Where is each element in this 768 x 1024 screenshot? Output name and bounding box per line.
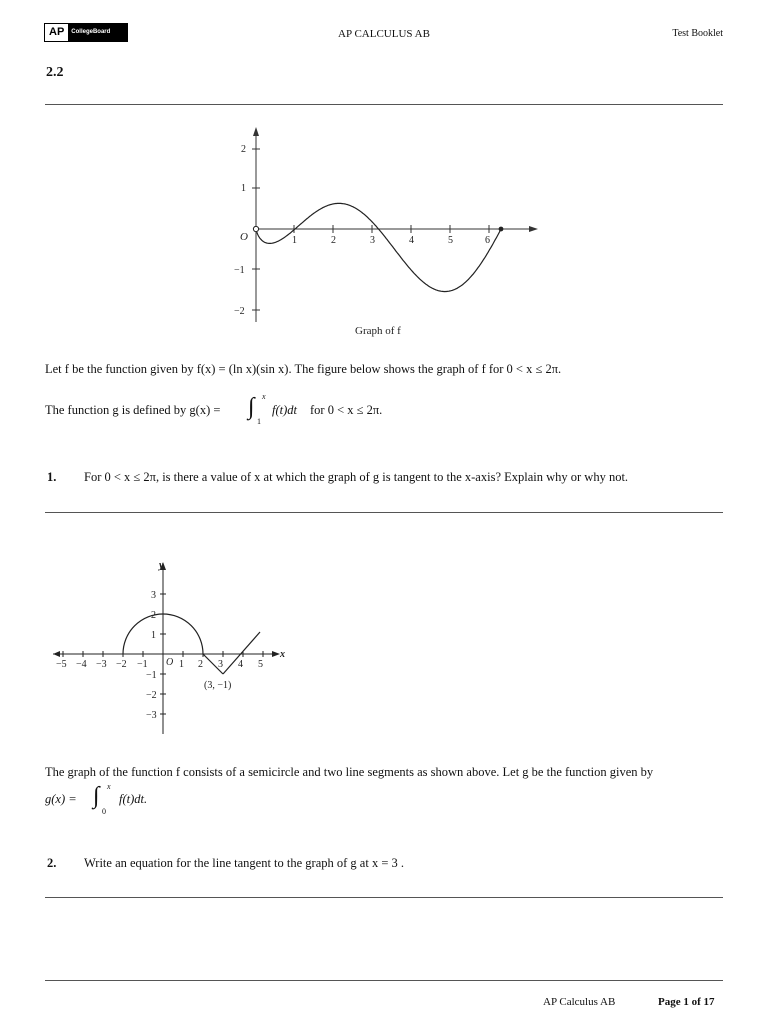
graph-of-f-figure: [225, 122, 545, 342]
integral-upper-limit: x: [107, 782, 111, 791]
x-tick-label: 3: [218, 659, 223, 670]
origin-label: O: [240, 231, 248, 243]
question-number: 1.: [47, 470, 57, 484]
q1-def-prefix: The function g is defined by g(x) =: [45, 403, 221, 417]
graph-caption: Graph of f: [355, 325, 401, 337]
y-tick-label: 3: [151, 590, 156, 601]
footer-course: AP Calculus AB: [543, 996, 616, 1008]
logo-ap-text: AP: [45, 24, 68, 41]
x-tick-label: 2: [331, 235, 336, 246]
x-tick-label: 5: [448, 235, 453, 246]
divider: [45, 512, 723, 513]
x-tick-label: 3: [370, 235, 375, 246]
x-tick-label: 4: [409, 235, 414, 246]
y-tick-label: 1: [151, 630, 156, 641]
y-tick-label: 2: [151, 610, 156, 621]
integral-lower-limit: 0: [102, 807, 106, 816]
question-number: 2.: [47, 856, 57, 870]
q1-def-suffix: for 0 < x ≤ 2π.: [310, 403, 383, 417]
integral-lower-limit: 1: [257, 417, 261, 426]
x-tick-label: −3: [96, 659, 107, 670]
open-endpoint: [253, 226, 258, 231]
integrand: f(t)dt: [272, 403, 297, 417]
y-tick-label: −2: [146, 690, 157, 701]
origin-label: O: [166, 657, 174, 668]
question-text: For 0 < x ≤ 2π, is there a value of x at which the graph of g is tangent to the x-axis? Explain why or why not.: [84, 470, 629, 484]
y-tick-label: −1: [146, 670, 157, 681]
integral-sign: ∫: [248, 394, 255, 420]
y-tick-label: −2: [234, 306, 245, 317]
q2-def-prefix: g(x) =: [45, 792, 77, 806]
x-tick-label: −4: [76, 659, 87, 670]
y-axis-arrow: [253, 127, 259, 136]
x-tick-label: −2: [116, 659, 127, 670]
function-f-curve: [257, 203, 501, 291]
x-tick-label: 1: [179, 659, 184, 670]
y-tick-label: 2: [241, 144, 246, 155]
y-tick-label: −1: [234, 265, 245, 276]
divider: [45, 897, 723, 898]
integrand: f(t)dt.: [119, 792, 148, 806]
x-tick-label: 6: [485, 235, 490, 246]
x-tick-label: −5: [56, 659, 67, 670]
q1-intro-text: Let f be the function given by f(x) = (ln x)(sin x). The figure below shows the graph of f for 0 < x ≤ 2π.: [45, 362, 562, 376]
footer-divider: [45, 980, 723, 981]
x-tick-label: −1: [137, 659, 148, 670]
semicircle-graph-figure: [48, 556, 293, 736]
closed-endpoint: [499, 227, 504, 232]
x-axis-label: x: [280, 649, 285, 660]
q1-g-definition: [45, 393, 545, 429]
logo-collegeboard-text: CollegeBoard: [68, 24, 127, 41]
q2-g-definition: [45, 780, 345, 820]
x-axis-left-arrow: [53, 651, 60, 657]
y-axis-label: y: [159, 560, 164, 571]
x-tick-label: 4: [238, 659, 243, 670]
y-tick-label: −3: [146, 710, 157, 721]
x-tick-label: 1: [292, 235, 297, 246]
footer-page-number: Page 1 of 17: [658, 996, 715, 1008]
integral-sign: ∫: [93, 783, 100, 809]
header-title: AP CALCULUS AB: [338, 28, 430, 40]
q2-intro-text: The graph of the function f consists of a semicircle and two line segments as shown above. Let g be the function given by: [45, 765, 654, 779]
point-label: (3, −1): [204, 680, 232, 691]
x-axis-right-arrow: [272, 651, 280, 657]
y-tick-label: 1: [241, 183, 246, 194]
question-text: Write an equation for the line tangent to the graph of g at x = 3 .: [84, 856, 404, 870]
section-number: 2.2: [46, 65, 64, 80]
header-booklet-label: Test Booklet: [672, 28, 723, 39]
x-axis-arrow: [529, 226, 538, 232]
x-tick-label: 5: [258, 659, 263, 670]
integral-upper-limit: x: [262, 392, 266, 401]
divider: [45, 104, 723, 105]
x-tick-label: 2: [198, 659, 203, 670]
